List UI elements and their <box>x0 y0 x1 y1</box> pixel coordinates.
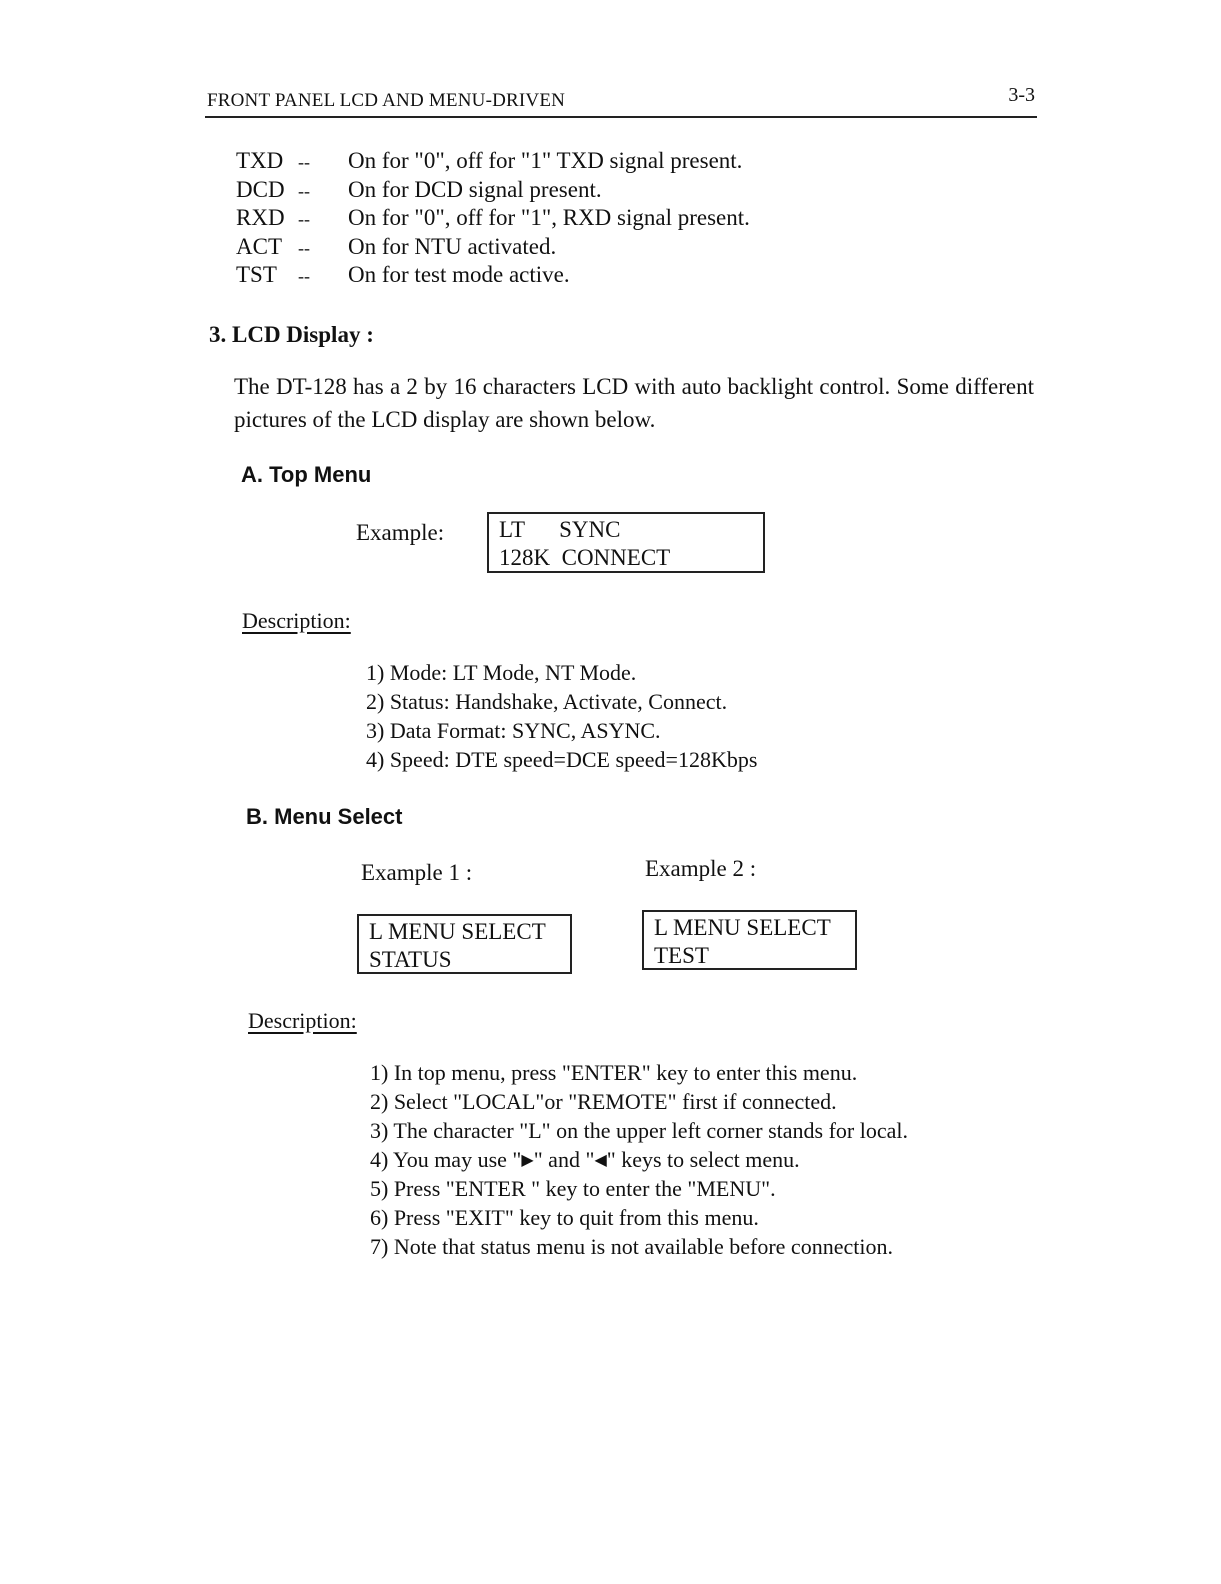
page-number: 3-3 <box>1008 84 1035 106</box>
list-item: 6) Press "EXIT" key to quit from this menu. <box>370 1205 759 1230</box>
lcd-menu-select-example-1 <box>357 914 572 974</box>
signal-name: TXD <box>236 148 284 173</box>
section-heading-lcd-display: 3. LCD Display : <box>209 322 374 347</box>
page-header <box>205 86 1037 118</box>
lcd-line-2: TEST <box>654 943 709 968</box>
list-item <box>370 1147 908 1176</box>
item-4-suffix: " keys to select menu. <box>606 1147 800 1172</box>
subheading-top-menu: A. Top Menu <box>241 462 372 487</box>
header-title: FRONT PANEL LCD AND MENU-DRIVEN <box>207 90 566 111</box>
list-item: 1) Mode: LT Mode, NT Mode. <box>366 660 637 685</box>
left-arrow-icon: ◀ <box>594 1152 607 1169</box>
list-item: 4) Speed: DTE speed=DCE speed=128Kbps <box>366 747 758 772</box>
list-item: 2) Select "LOCAL"or "REMOTE" first if connected. <box>370 1089 837 1114</box>
description-label: Description: <box>242 608 351 633</box>
list-item: 3) Data Format: SYNC, ASYNC. <box>366 718 661 743</box>
signal-dash: -- <box>298 180 310 201</box>
example-label: Example: <box>356 520 445 545</box>
signal-name: TST <box>236 262 277 287</box>
description-label: Description: <box>248 1008 357 1033</box>
lcd-line-1: L MENU SELECT <box>654 915 831 940</box>
lcd-menu-select-example-2 <box>642 910 857 970</box>
list-item: 2) Status: Handshake, Activate, Connect. <box>366 689 728 714</box>
list-item: 7) Note that status menu is not available before connection. <box>370 1234 893 1259</box>
lcd-intro-paragraph: The DT-128 has a 2 by 16 characters LCD with auto backlight control. Some different pictures of the LCD display are shown below. <box>234 374 1034 432</box>
signal-dash: -- <box>298 266 310 286</box>
subheading-menu-select: B. Menu Select <box>246 804 403 829</box>
lcd-line-2: 128K CONNECT <box>499 545 671 570</box>
list-item: 1) In top menu, press "ENTER" key to enter this menu. <box>370 1060 858 1085</box>
signal-dash: -- <box>298 209 310 229</box>
list-item: 5) Press "ENTER " key to enter the "MENU". <box>370 1176 776 1201</box>
signal-dash: -- <box>298 152 310 172</box>
signal-dash: -- <box>298 237 310 258</box>
menu-select-description-list <box>370 1060 908 1263</box>
item-4-prefix: 4) You may use " <box>370 1147 522 1172</box>
signal-list <box>236 148 936 291</box>
top-menu-description-list <box>366 660 757 776</box>
signal-description: On for "0", off for "1" TXD signal present. <box>348 148 743 173</box>
signal-name: ACT <box>236 233 282 259</box>
lcd-line-2: STATUS <box>369 947 452 972</box>
example-1-label: Example 1 : <box>361 860 473 885</box>
signal-description: On for DCD signal present. <box>348 176 602 202</box>
signal-name: RXD <box>236 205 285 230</box>
example-2-label: Example 2 : <box>645 856 757 881</box>
signal-description: On for test mode active. <box>348 262 570 287</box>
signal-description: On for NTU activated. <box>348 233 557 259</box>
signal-row <box>236 234 936 263</box>
lcd-line-1: LT SYNC <box>499 517 621 542</box>
signal-row <box>236 148 936 177</box>
right-arrow-icon: ▶ <box>521 1152 534 1169</box>
list-item: 3) The character "L" on the upper left corner stands for local. <box>370 1118 908 1143</box>
signal-name: DCD <box>236 176 285 202</box>
lcd-line-1: L MENU SELECT <box>369 919 546 944</box>
signal-row <box>236 262 936 291</box>
lcd-top-menu-example <box>487 512 765 573</box>
item-4-mid: " and " <box>533 1147 595 1172</box>
signal-description: On for "0", off for "1", RXD signal present. <box>348 205 750 230</box>
signal-row <box>236 205 936 234</box>
signal-row <box>236 177 936 206</box>
